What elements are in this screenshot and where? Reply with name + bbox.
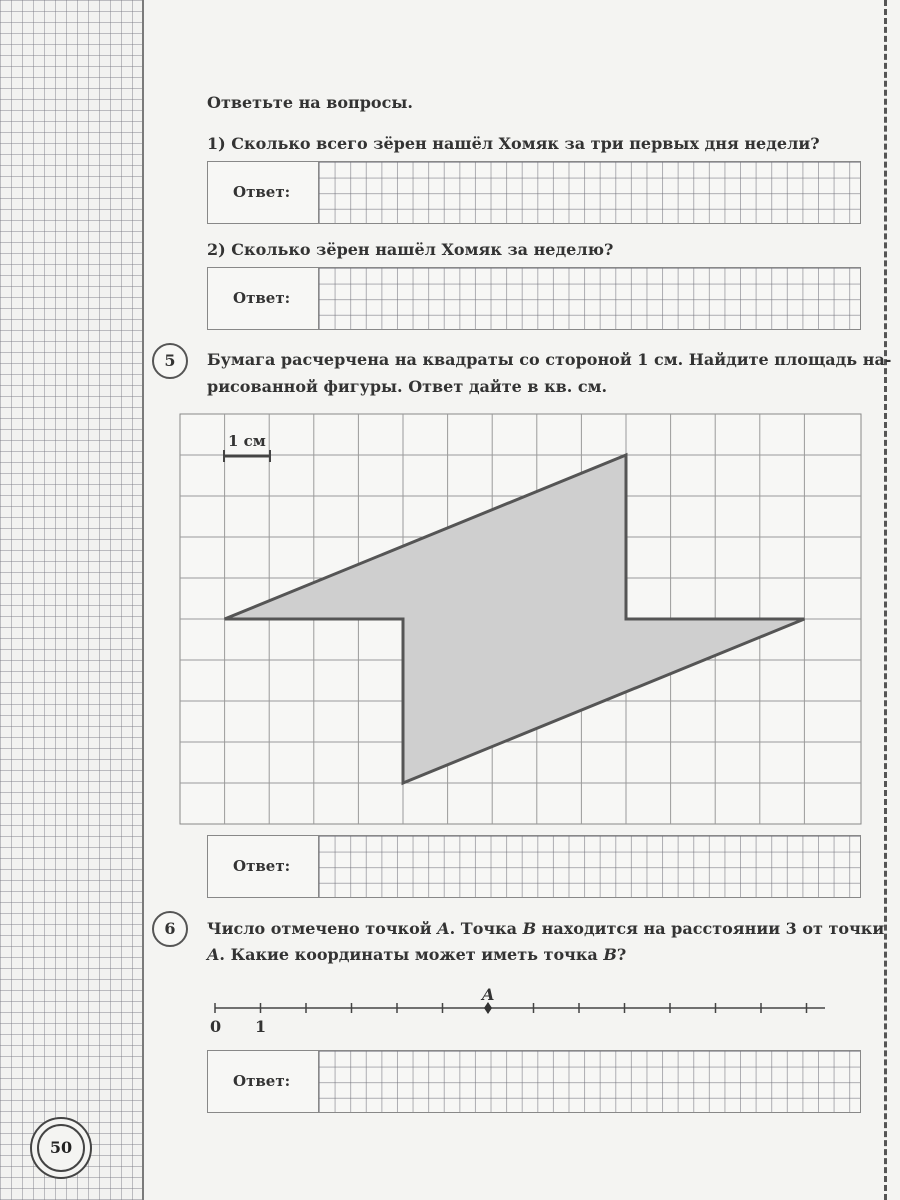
answer-grid-1[interactable] bbox=[318, 162, 860, 223]
answer-grid-4[interactable] bbox=[318, 1051, 860, 1112]
task-number-5: 5 bbox=[152, 343, 188, 379]
intro-text: Ответьте на вопросы. bbox=[207, 93, 413, 112]
answer-label: Ответ: bbox=[233, 857, 291, 875]
task5-line1: Бумага расчерчена на квадраты со стороной 1 см. Найдите площадь на- bbox=[207, 350, 892, 369]
answer-box-2 bbox=[207, 267, 861, 330]
answer-box-4 bbox=[207, 1050, 861, 1113]
task5-line2: рисованной фигуры. Ответ дайте в кв. см. bbox=[207, 377, 608, 396]
cut-line bbox=[884, 0, 887, 1200]
page-number-badge bbox=[30, 1117, 92, 1179]
task-number-6: 6 bbox=[152, 911, 188, 947]
answer-box-3 bbox=[207, 835, 861, 898]
answer-grid-3[interactable] bbox=[318, 836, 860, 897]
page-number: 50 bbox=[37, 1124, 85, 1172]
margin-grid bbox=[0, 0, 142, 1200]
axis-label-1: 1 bbox=[255, 1017, 267, 1036]
axis-label-0: 0 bbox=[210, 1017, 222, 1036]
number-line bbox=[200, 980, 840, 1040]
margin-line bbox=[142, 0, 144, 1200]
answer-label: Ответ: bbox=[233, 289, 291, 307]
point-a-label: A bbox=[482, 985, 495, 1004]
answer-label: Ответ: bbox=[233, 1072, 291, 1090]
answer-label: Ответ: bbox=[233, 183, 291, 201]
answer-box-1 bbox=[207, 161, 861, 224]
question-2: 2) Сколько зёрен нашёл Хомяк за неделю? bbox=[207, 240, 614, 259]
answer-grid-2[interactable] bbox=[318, 268, 860, 329]
task6-line1: Число отмечено точкой A. Точка B находится на расстоянии 3 от точки bbox=[207, 919, 885, 938]
task6-line2: A. Какие координаты может иметь точка B? bbox=[207, 945, 627, 964]
task5-figure bbox=[178, 412, 863, 826]
question-1: 1) Сколько всего зёрен нашёл Хомяк за три первых дня недели? bbox=[207, 134, 820, 153]
scale-label: 1 см bbox=[228, 432, 266, 450]
